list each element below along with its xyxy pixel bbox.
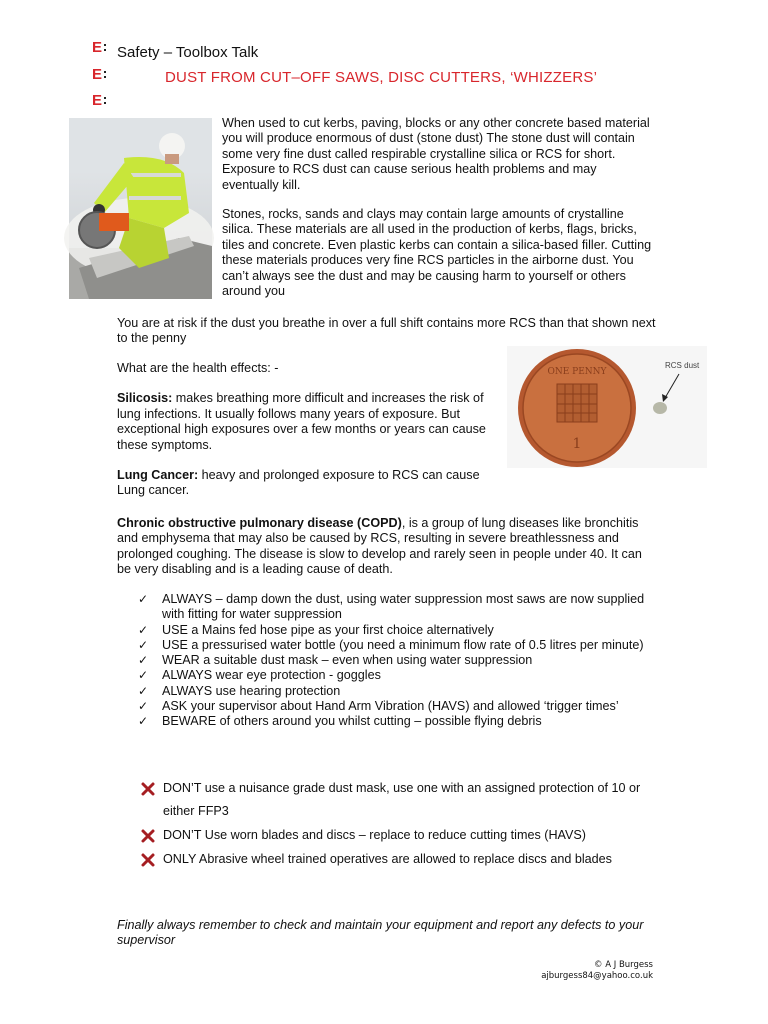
check-item: ✓ ALWAYS wear eye protection - goggles [138, 668, 381, 683]
check-item: ✓ ASK your supervisor about Hand Arm Vibration (HAVS) and allowed ‘trigger times’ [138, 699, 619, 714]
health-heading: What are the health effects: - [117, 361, 279, 375]
silicosis-paragraph [117, 391, 492, 453]
check-item: ✓ WEAR a suitable dust mask – even when using water suppression [138, 653, 533, 668]
company-logo [86, 40, 114, 124]
health-effects-section [117, 361, 492, 499]
red-cross-icon [142, 854, 154, 866]
document-subtitle: DUST FROM CUT–OFF SAWS, DISC CUTTERS, ‘WHIZZERS’ [165, 69, 598, 86]
silicosis-text: makes breathing more difficult and increases the risk of lung infections. It usually follows many years of exposure. But exceptional high exposures over a few months or years can cause these symptoms. [117, 391, 486, 452]
document-title: Safety – Toolbox Talk [117, 44, 259, 61]
lung-cancer-text: heavy and prolonged exposure to RCS can cause Lung cancer. [117, 468, 480, 498]
copd-term: Chronic obstructive pulmonary disease (COPD) [117, 516, 402, 530]
intro-paragraph: Stones, rocks, sands and clays may contain large amounts of crystalline silica. These materials are all used in the production of kerbs, flags, bricks, tiles and concrete. Even plastic kerbs can contain a silica-based filler. Cutting these materials produces very fine RCS particles in the airborne dust. You can’t always see the dust and may be causing harm to yourself or others around you [222, 207, 652, 299]
coin-legend: ONE PENNY [547, 367, 607, 377]
do-checklist [138, 592, 658, 730]
risk-paragraph: You are at risk if the dust you breathe in over a full shift contains more RCS than that shown next to the penny [117, 316, 656, 346]
closing-note: Finally always remember to check and maintain your equipment and report any defects to your supervisor [117, 918, 644, 948]
coin-numeral: 1 [572, 436, 582, 452]
check-item: ✓ ALWAYS use hearing protection [138, 683, 341, 698]
lung-cancer-term: Lung Cancer: [117, 468, 199, 483]
penny-rcs-dust-image [507, 346, 707, 468]
footer [468, 960, 653, 981]
copd-paragraph [117, 516, 642, 578]
copyright: © A J Burgess [594, 960, 653, 970]
check-icon: ✓ [138, 683, 149, 698]
check-item: ✓ USE a pressurised water bottle (you need a minimum flow rate of 0.5 litres per minute) [138, 637, 644, 652]
lung-cancer-paragraph [117, 468, 492, 499]
logo-letter: E [92, 66, 103, 83]
dont-item: DON’T use a nuisance grade dust mask, use one with an assigned protection of 10 or either FFP3 [142, 777, 662, 823]
check-item: ✓ USE a Mains fed hose pipe as your first choice alternatively [138, 622, 494, 637]
check-icon: ✓ [138, 699, 149, 714]
check-item: ✓ ALWAYS – damp down the dust, using water suppression most saws are now supplied with fitting for water suppression [138, 592, 645, 622]
copd-text: , is a group of lung diseases like bronchitis and emphysema that may also be caused by RCS, resulting in severe breathlessness and prolonged coughing. The disease is slow to develop and rarely seen in people under 40. It can be very disabling and is a leading cause of death. [117, 516, 642, 577]
rcs-dust-label: RCS dust [665, 361, 700, 370]
logo-letter: E [92, 39, 103, 56]
check-icon: ✓ [138, 592, 149, 606]
check-icon: ✓ [138, 714, 149, 729]
worker-cutting-photo [69, 118, 212, 299]
dont-list [142, 777, 662, 872]
check-item: ✓ BEWARE of others around you whilst cutting – possible flying debris [138, 714, 542, 729]
silicosis-term: Silicosis: [117, 391, 173, 406]
red-cross-icon [142, 830, 154, 842]
logo-letter: E [92, 92, 103, 109]
check-icon: ✓ [138, 668, 149, 683]
check-icon: ✓ [138, 653, 149, 668]
check-icon: ✓ [138, 637, 149, 652]
dont-item: DON’T Use worn blades and discs – replace to reduce cutting times (HAVS) [142, 824, 662, 847]
dont-item: ONLY Abrasive wheel trained operatives are allowed to replace discs and blades [142, 848, 662, 871]
author-email: ajburgess84@yahoo.co.uk [541, 970, 653, 981]
intro-section [222, 116, 652, 299]
check-icon: ✓ [138, 622, 149, 637]
intro-paragraph: When used to cut kerbs, paving, blocks or any other concrete based material you will produce enormous of dust (stone dust) The stone dust will contain some very fine dust called respirable crystalline silica or RCS for short. Exposure to RCS dust can cause serious health problems and may eventually kill. [222, 116, 650, 192]
red-cross-icon [142, 783, 154, 795]
